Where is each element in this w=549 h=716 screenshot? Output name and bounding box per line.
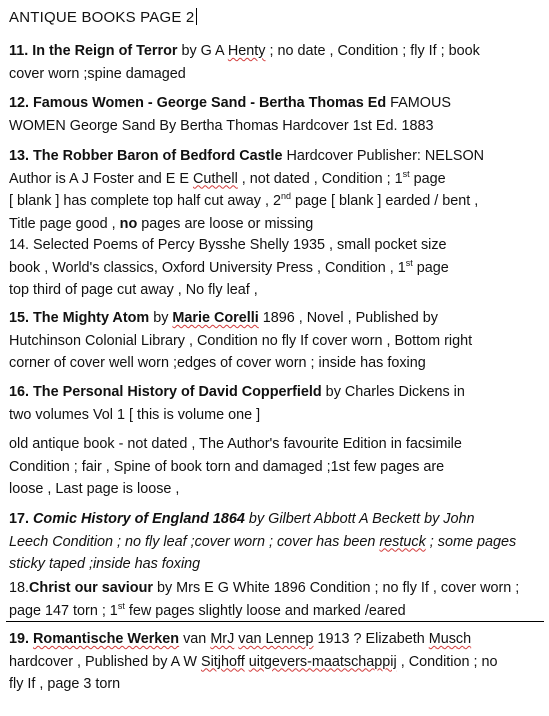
entry-text: book , World's classics, Oxford University Press , Condition , 1 bbox=[9, 259, 406, 276]
entry-16[interactable] bbox=[9, 381, 544, 426]
entry-text: Condition ; fair , Spine of book torn and damaged ;1st few pages are bbox=[9, 458, 445, 475]
misspelled-word: uitgevers-maatschappij bbox=[248, 653, 397, 670]
book-title: The Personal History of David Copperfield bbox=[33, 384, 322, 400]
entry-18[interactable] bbox=[9, 577, 544, 622]
entry-text: pages are loose or missing bbox=[137, 215, 314, 232]
entry-text: Leech Condition ; no fly leaf ;cover worn ; cover has been bbox=[9, 533, 380, 550]
superscript: st bbox=[405, 257, 413, 268]
emphasis: no bbox=[119, 215, 138, 232]
entry-13[interactable] bbox=[9, 145, 544, 235]
book-title: The Robber Baron of Bedford Castle bbox=[33, 148, 283, 164]
text-cursor bbox=[196, 8, 197, 25]
book-title: Famous Women - George Sand - Bertha Thomas Ed bbox=[33, 95, 387, 111]
entry-number: 18. bbox=[9, 580, 30, 596]
book-title: Christ our saviour bbox=[29, 580, 153, 596]
book-title: The Mighty Atom bbox=[33, 310, 150, 326]
entry-text: FAMOUS bbox=[386, 95, 451, 111]
entry-text: by bbox=[149, 310, 173, 326]
entry-15[interactable] bbox=[9, 307, 544, 375]
entry-number: 16. bbox=[9, 384, 30, 400]
entry-text: loose , Last page is loose , bbox=[9, 481, 180, 497]
entry-text: 1913 ? Elizabeth bbox=[313, 631, 429, 647]
entry-text: fly If , page 3 torn bbox=[9, 676, 121, 692]
entry-text: two volumes Vol 1 [ this is volume one ] bbox=[9, 406, 261, 423]
entry-number: 11. bbox=[9, 43, 29, 59]
entry-text: by G A bbox=[177, 43, 228, 59]
entry-text: 1896 , Novel , Published by bbox=[258, 310, 438, 326]
book-title: Romantische Werken bbox=[33, 631, 180, 647]
page-header bbox=[9, 8, 197, 26]
misspelled-word: Sitjhoff bbox=[200, 653, 245, 670]
author-name: Marie Corelli bbox=[172, 310, 259, 326]
entry-12[interactable] bbox=[9, 92, 544, 137]
superscript: st bbox=[402, 168, 410, 179]
entry-text: Author is A J Foster and E E bbox=[9, 170, 193, 187]
misspelled-word: restuck bbox=[379, 533, 426, 550]
entry-text: [ blank ] has complete top half cut away , 2 bbox=[9, 193, 281, 209]
entry-text: WOMEN George Sand By Bertha Thomas Hardcover 1st Ed. 1883 bbox=[9, 117, 434, 134]
entry-number: 19. bbox=[9, 631, 30, 647]
misspelled-word: van Lennep bbox=[238, 631, 314, 647]
entry-text: , not dated , Condition ; 1 bbox=[237, 170, 403, 187]
entry-number: 12. bbox=[9, 95, 30, 111]
entry-14[interactable] bbox=[9, 234, 544, 302]
entry-number: 15. bbox=[9, 310, 30, 326]
entry-text: van bbox=[179, 631, 211, 647]
entry-16-details[interactable] bbox=[9, 433, 544, 501]
entry-text: page bbox=[412, 259, 449, 276]
entry-text: corner of cover well worn ;edges of cover worn ; inside has foxing bbox=[9, 355, 426, 371]
entry-number: 13. bbox=[9, 148, 30, 164]
misspelled-word: MrJ bbox=[210, 631, 235, 647]
misspelled-word: Cuthell bbox=[192, 170, 238, 187]
header-text: ANTIQUE BOOKS PAGE 2 bbox=[9, 9, 195, 26]
entry-text: ; no date , Condition ; fly If ; book bbox=[265, 43, 480, 59]
entry-text: Hardcover Publisher: NELSON bbox=[282, 148, 485, 164]
superscript: st bbox=[117, 600, 125, 611]
book-title: Comic History of England 1864 bbox=[33, 511, 245, 527]
entry-19[interactable] bbox=[9, 628, 544, 696]
misspelled-word: Henty bbox=[227, 43, 266, 59]
entry-text: page [ blank ] earded / bent , bbox=[291, 193, 479, 209]
superscript: nd bbox=[280, 191, 291, 202]
entry-text: cover worn ;spine damaged bbox=[9, 65, 186, 82]
misspelled-word: Musch bbox=[428, 631, 472, 647]
horizontal-divider bbox=[6, 621, 544, 622]
entry-text: ; some pages bbox=[425, 533, 517, 550]
entry-text: page 147 torn ; 1 bbox=[9, 602, 118, 619]
entry-17[interactable] bbox=[9, 508, 544, 576]
entry-text: few pages slightly loose and marked /eared bbox=[124, 602, 406, 619]
entry-text: by Mrs E G White 1896 Condition ; no fly If , cover worn ; bbox=[152, 580, 520, 596]
entry-text: hardcover , Published by A W bbox=[9, 653, 201, 670]
entry-text: Hutchinson Colonial Library , Condition no fly If cover worn , Bottom right bbox=[9, 332, 473, 349]
book-title: In the Reign of Terror bbox=[32, 43, 178, 59]
entry-text: 14. Selected Poems of Percy Bysshe Shelly 1935 , small pocket size bbox=[9, 237, 447, 253]
entry-text: Title page good , bbox=[9, 215, 120, 232]
entry-text: , Condition ; no bbox=[396, 653, 498, 670]
entry-text: top third of page cut away , No fly leaf , bbox=[9, 282, 258, 298]
entry-text: by Gilbert Abbott A Beckett by John bbox=[244, 511, 475, 527]
entry-text: sticky taped ;inside has foxing bbox=[9, 556, 201, 572]
entry-text: page bbox=[409, 170, 446, 187]
entry-text: old antique book - not dated , The Author's favourite Edition in facsimile bbox=[9, 436, 462, 452]
entry-text: by Charles Dickens in bbox=[321, 384, 465, 400]
entry-number: 17. bbox=[9, 511, 30, 527]
entry-11[interactable] bbox=[9, 40, 544, 85]
